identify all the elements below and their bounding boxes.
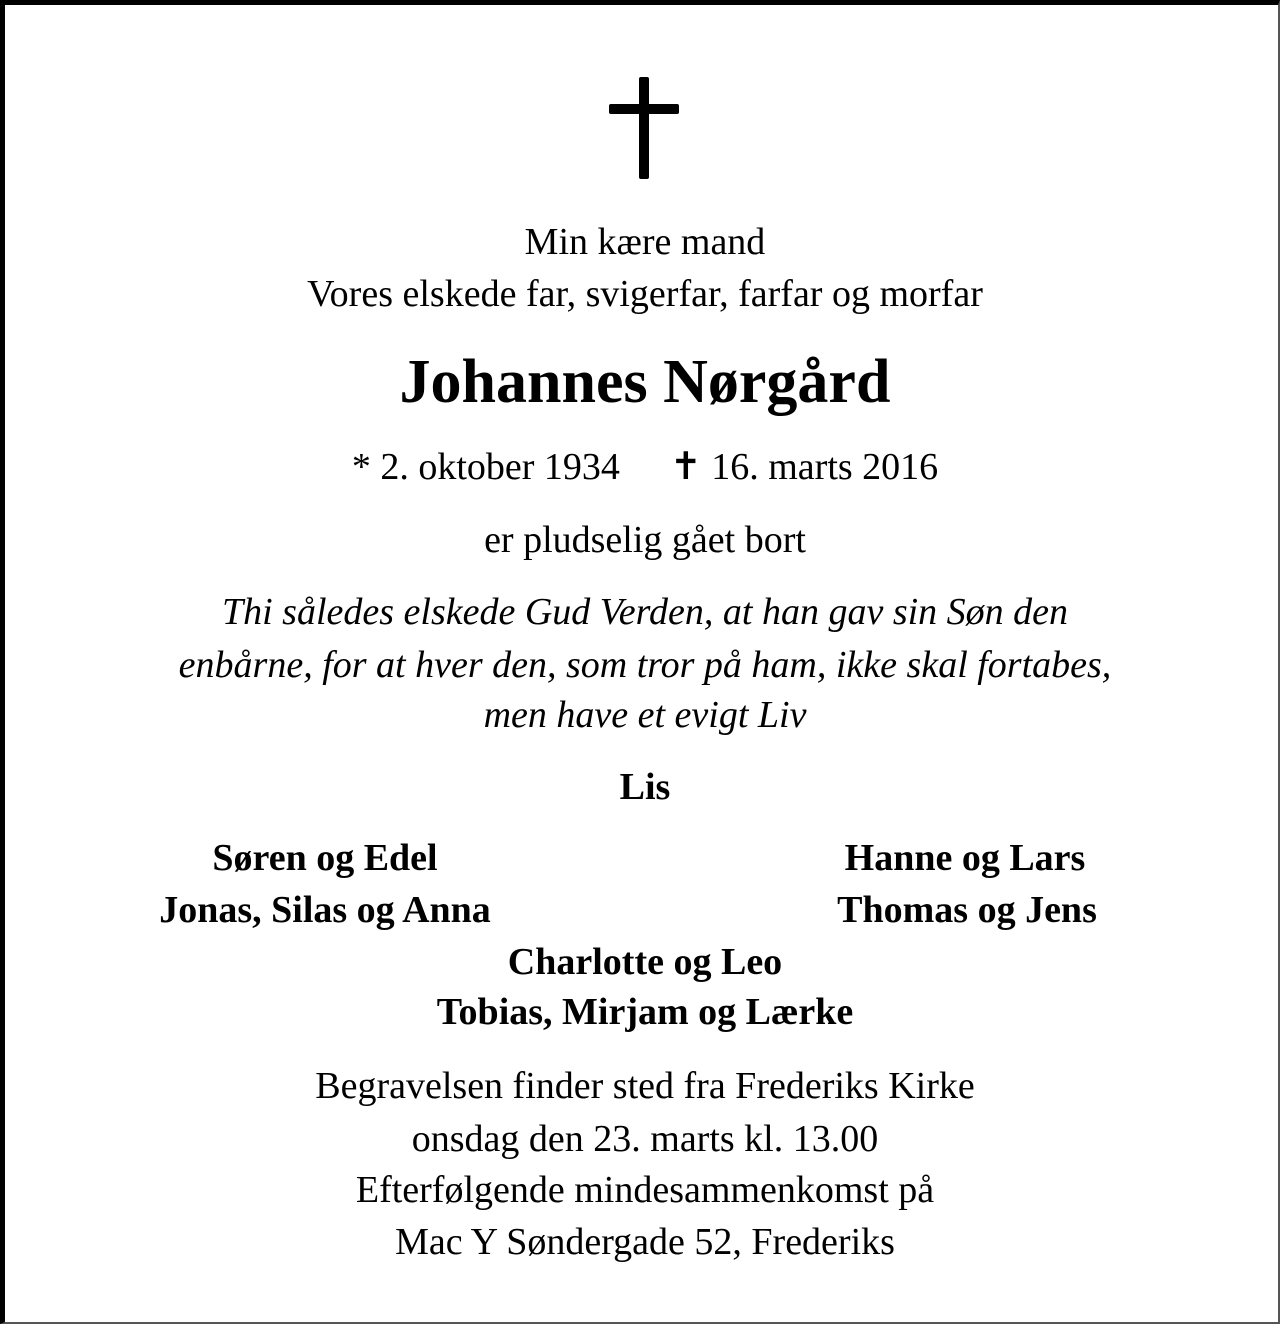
intro-line-1: Min kære mand (524, 221, 766, 263)
death-date: ✝ 16. marts 2016 (669, 446, 939, 488)
family-right-line: Hanne og Lars (844, 837, 1086, 879)
spouse-name: Lis (619, 766, 671, 808)
deceased-name: Johannes Nørgård (399, 348, 891, 416)
funeral-line: Mac Y Søndergade 52, Frederiks (395, 1221, 895, 1263)
funeral-line: Efterfølgende mindesammenkomst på (355, 1169, 935, 1211)
family-left-line: Jonas, Silas og Anna (159, 889, 491, 931)
life-dates (5, 448, 1280, 486)
intro-line-2: Vores elskede far, svigerfar, farfar og morfar (307, 273, 983, 315)
family-right-line: Thomas og Jens (837, 889, 1097, 931)
funeral-line: Begravelsen finder sted fra Frederiks Kirke (315, 1065, 975, 1107)
cross-icon (609, 77, 679, 179)
announcement: er pludselig gået bort (484, 519, 806, 561)
family-left-line: Søren og Edel (212, 837, 438, 879)
funeral-line: onsdag den 23. marts kl. 13.00 (411, 1118, 879, 1160)
family-center-line: Tobias, Mirjam og Lærke (436, 991, 854, 1033)
family-center-line: Charlotte og Leo (507, 941, 783, 983)
verse-line: men have et evigt Liv (483, 694, 807, 736)
birth-date: * 2. oktober 1934 (351, 446, 620, 488)
verse-line: enbårne, for at hver den, som tror på ham, ikke skal fortabes, (178, 644, 1112, 686)
verse-line: Thi således elskede Gud Verden, at han gav sin Søn den (221, 591, 1069, 633)
